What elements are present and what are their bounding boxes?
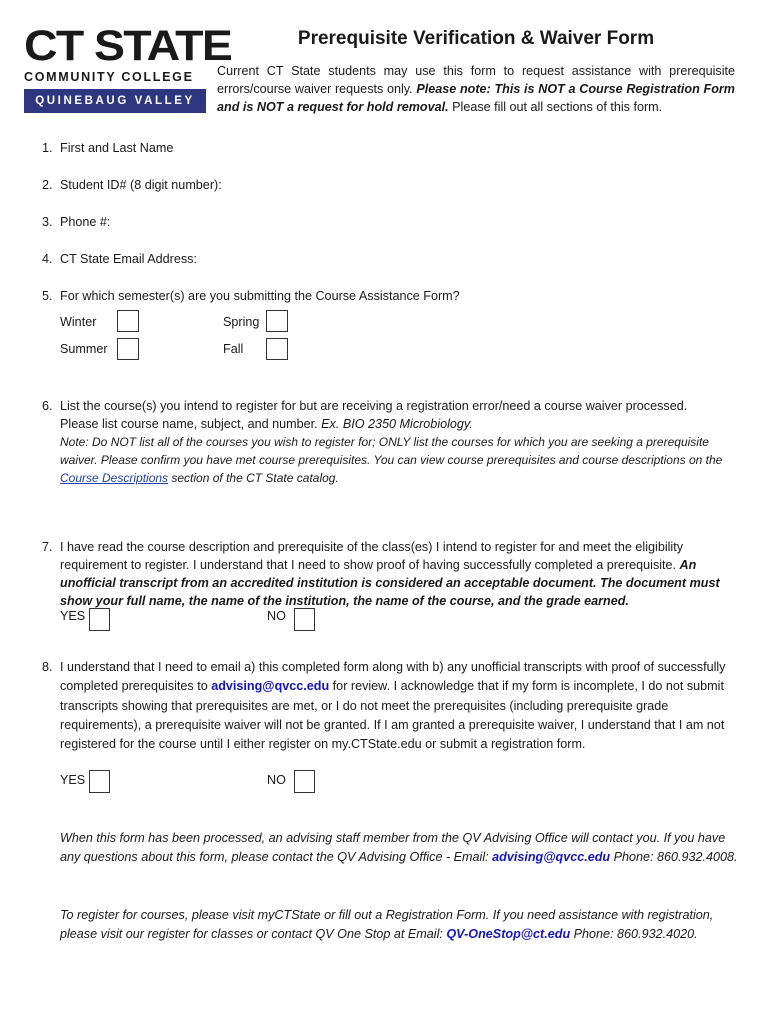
question-number: 6. xyxy=(42,399,53,413)
form-title: Prerequisite Verification & Waiver Form xyxy=(297,28,655,49)
question-courses xyxy=(42,397,726,487)
course-descriptions-link[interactable]: Course Descriptions xyxy=(60,471,169,485)
semester-summer-label: Summer xyxy=(60,342,108,356)
logo-wordmark: CT STATE xyxy=(24,22,232,70)
question-number: 8. xyxy=(42,660,53,674)
question-text: List the course(s) you intend to register for but are receiving a registration error/need a course waiver processed. xyxy=(60,399,688,413)
question-number: 3. xyxy=(42,215,53,229)
question-text: I have read the course description and prerequisite of the class(es) I intend to register for and meet the eligibility requirement to register. I understand that I need to show proof of having successfully completed a prerequisite. xyxy=(60,540,684,572)
intro-important-note: Please note: This is NOT a Course Registration Form and is NOT a request for hold removal. xyxy=(217,82,735,114)
question-acknowledgment xyxy=(42,658,726,754)
note-text: Note: Do NOT list all of the courses you wish to register for; ONLY list the courses for which you are seeking a prerequisite waiver. Please confirm you have met course prerequisites. You can view course prerequisites and course descriptions on the xyxy=(60,435,723,467)
logo-subtitle: COMMUNITY COLLEGE xyxy=(24,70,194,84)
registration-notice xyxy=(60,906,740,944)
onestop-phone: Phone: 860.932.4020. xyxy=(570,927,698,941)
registration-text: To register for courses, please visit myCTState or fill out a Registration Form. If you need assistance with registration, please visit our register for classes or contact QV One Stop at Email: xyxy=(60,908,714,941)
question-eligibility xyxy=(42,538,726,610)
footer-advising-email-link[interactable]: advising@qvcc.edu xyxy=(492,850,611,864)
instruction-text: Please list course name, subject, and number. xyxy=(60,417,322,431)
advising-phone: Phone: 860.932.4008. xyxy=(610,850,738,864)
processing-notice xyxy=(60,829,740,867)
acknowledgment-no-label: NO xyxy=(267,773,286,787)
eligibility-yes-checkbox[interactable] xyxy=(89,608,110,631)
note-end-text: section of the CT State catalog. xyxy=(168,471,339,485)
question-instruction xyxy=(60,415,726,433)
question-text: CT State Email Address: xyxy=(60,252,197,266)
semester-summer-checkbox[interactable] xyxy=(117,338,139,360)
semester-fall-label: Fall xyxy=(223,342,244,356)
processing-text: When this form has been processed, an advising staff member from the QV Advising Office will contact you. If you have any questions about this form, please contact the QV Advising Office - Email: xyxy=(60,831,726,864)
question-number: 2. xyxy=(42,178,53,192)
semester-winter-label: Winter xyxy=(60,315,97,329)
semester-spring-label: Spring xyxy=(223,315,260,329)
acknowledgment-no-checkbox[interactable] xyxy=(294,770,315,793)
question-number: 4. xyxy=(42,252,53,266)
question-number: 5. xyxy=(42,289,53,303)
eligibility-no-label: NO xyxy=(267,609,286,623)
onestop-email-link[interactable]: QV-OneStop@ct.edu xyxy=(446,927,571,941)
question-text: For which semester(s) are you submitting the Course Assistance Form? xyxy=(60,289,460,303)
logo-campus-banner: QUINEBAUG VALLEY xyxy=(24,89,206,113)
question-name xyxy=(42,139,726,157)
eligibility-no-checkbox[interactable] xyxy=(294,608,315,631)
eligibility-yes-label: YES xyxy=(60,609,86,623)
semester-winter-checkbox[interactable] xyxy=(117,310,139,332)
acknowledgment-yes-checkbox[interactable] xyxy=(89,770,110,793)
question-text: Phone #: xyxy=(60,215,111,229)
semester-fall-checkbox[interactable] xyxy=(266,338,288,360)
question-student-id xyxy=(42,176,726,194)
intro-text: Current CT State students may use this form to request assistance with prerequisite errors/course waiver requests only. xyxy=(217,64,735,96)
question-text: First and Last Name xyxy=(60,141,174,155)
question-text: Student ID# (8 digit number): xyxy=(60,178,222,192)
college-logo xyxy=(24,22,232,113)
question-phone xyxy=(42,213,726,231)
question-text-continued: for review. I acknowledge that if my form is incomplete, I do not submit transcripts showing that prerequisites are met, or I do not meet the prerequisites (including prerequisite grade requirements), a prerequisite waiver will not be granted. If I am granted a prerequisite waiver, I understand that I am not registered for the course until I either register on my.CTState.edu or submit a registration form. xyxy=(60,679,725,752)
intro-instruction: Please fill out all sections of this form. xyxy=(448,100,663,114)
question-transcript-requirement: An unofficial transcript from an accredited institution is considered an acceptable document. The document must show your full name, the name of the institution, the name of the course, and the grade earned. xyxy=(60,558,720,608)
question-number: 7. xyxy=(42,540,53,554)
instruction-example: Ex. BIO 2350 Microbiology. xyxy=(321,417,473,431)
question-email xyxy=(42,250,726,268)
semester-spring-checkbox[interactable] xyxy=(266,310,288,332)
question-semester xyxy=(42,287,726,305)
question-text: I understand that I need to email a) this completed form along with b) any unofficial transcripts with proof of successfully completed prerequisites to xyxy=(60,660,726,694)
question-note xyxy=(60,433,726,487)
advising-email-link[interactable]: advising@qvcc.edu xyxy=(211,679,330,694)
form-intro xyxy=(217,62,735,116)
acknowledgment-yes-label: YES xyxy=(60,773,86,787)
question-number: 1. xyxy=(42,141,53,155)
